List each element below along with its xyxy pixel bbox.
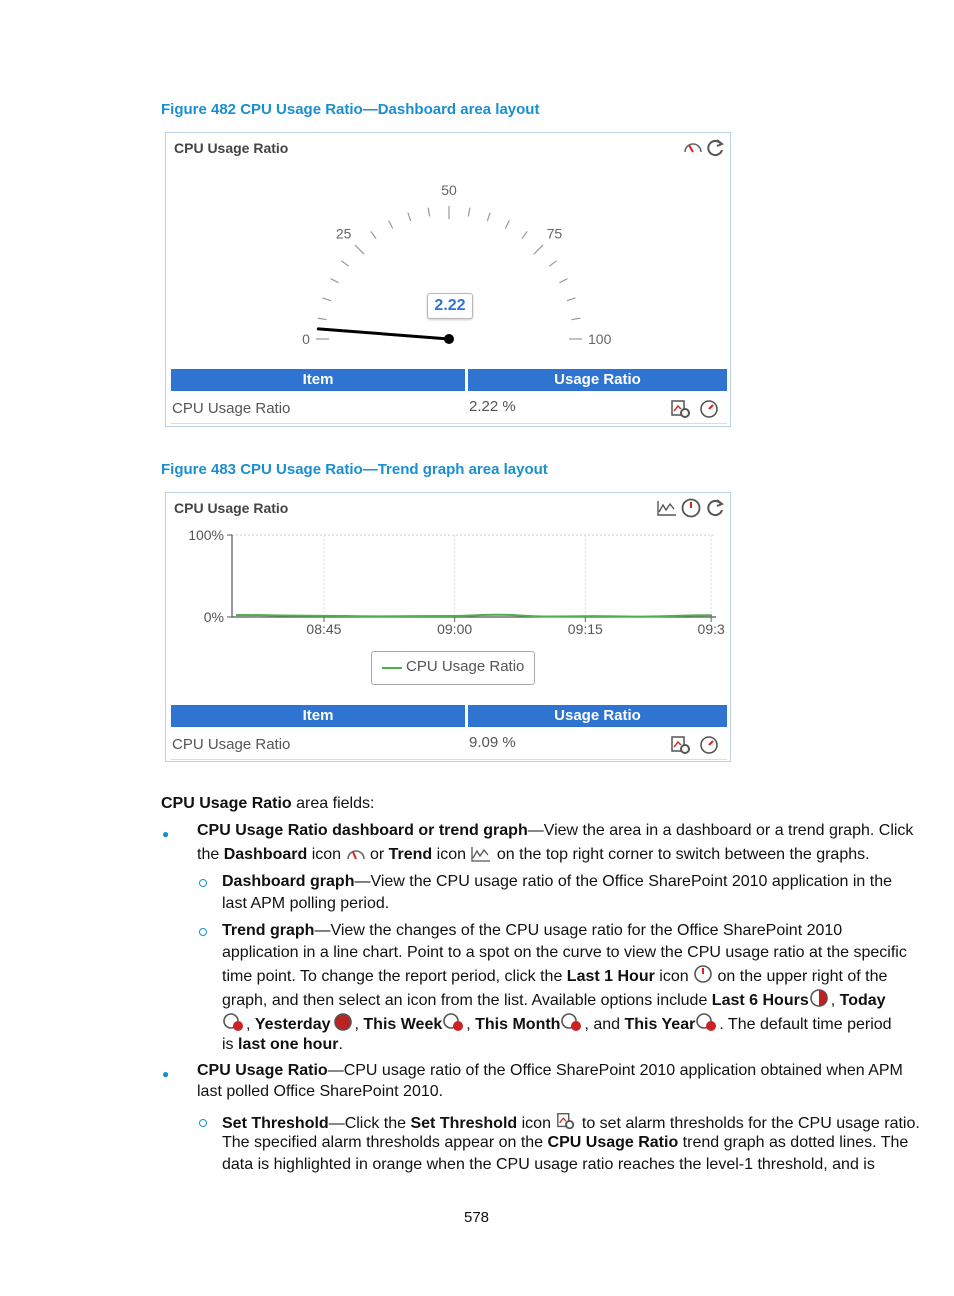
- sub1-line2: last APM polling period.: [222, 895, 390, 912]
- today-icon: [222, 1012, 246, 1032]
- s2-l6-b: .: [338, 1036, 343, 1053]
- figure-483-caption: Figure 483 CPU Usage Ratio—Trend graph area layout: [161, 461, 548, 478]
- s1-bold: Dashboard graph: [222, 873, 355, 890]
- sub-bullet: [199, 879, 207, 887]
- s2-bold: Trend graph: [222, 922, 315, 939]
- gauge-needle-hub: [444, 334, 454, 344]
- s2-l5-end: . The default time period: [719, 1016, 892, 1033]
- s2-l3-b: icon: [654, 968, 694, 985]
- gauge-tick: [487, 213, 490, 222]
- table-header: [171, 705, 727, 727]
- figure-482-caption: Figure 482 CPU Usage Ratio—Dashboard area layout: [161, 101, 540, 118]
- s2-l6-a: is: [222, 1036, 238, 1053]
- last-hour-icon[interactable]: [680, 497, 702, 519]
- s2-l5-w: This Week: [363, 1016, 443, 1033]
- s2-l5-sep4: , and: [584, 1016, 625, 1033]
- s3-bold: Set Threshold: [222, 1115, 329, 1132]
- dashboard-icon: [346, 846, 366, 862]
- this-month-icon: [560, 1012, 584, 1032]
- set-threshold-icon[interactable]: [670, 734, 692, 756]
- refresh-icon[interactable]: [704, 497, 726, 519]
- s2-l4-bold2: Today: [839, 992, 886, 1009]
- b1-l2-c: or: [365, 846, 389, 863]
- table-row: [171, 729, 727, 760]
- sub2-line5: [222, 1012, 892, 1036]
- gauge-tick: [318, 318, 327, 319]
- gauge-chart: [266, 171, 626, 351]
- y-tick-label: 100%: [188, 527, 224, 543]
- intro-line: [161, 793, 374, 815]
- bullet-dot: ●: [162, 1067, 170, 1081]
- bullet2-line2: last polled Office SharePoint 2010.: [197, 1083, 444, 1100]
- dashboard-panel: [165, 132, 731, 427]
- gauge-tick: [371, 231, 376, 238]
- sub2-line3: [222, 964, 887, 988]
- sub1-line1: [222, 871, 892, 893]
- sub2-line2: application in a line chart. Point to a spot on the curve to view the CPU usage ratio at the specific: [222, 944, 907, 961]
- s3-l2-bold: CPU Usage Ratio: [547, 1134, 679, 1151]
- b1-l2-d: icon: [432, 846, 471, 863]
- gauge-tick: [330, 279, 338, 283]
- row-ratio: 2.22 %: [469, 398, 516, 415]
- x-tick-label: 08:45: [306, 621, 342, 637]
- b2-rest: —CPU usage ratio of the Office SharePoint 2010 application obtained when APM: [327, 1062, 903, 1079]
- b1-l2-dash: Dashboard: [223, 846, 308, 863]
- gauge-tick: [571, 318, 580, 319]
- trend-icon[interactable]: [656, 499, 678, 517]
- s2-l4-bold1: Last 6 Hours: [711, 992, 809, 1009]
- set-threshold-icon: [555, 1111, 577, 1131]
- s2-l4-a: graph, and then select an icon from the list. Available options include: [222, 992, 712, 1009]
- sub-bullet: [199, 928, 207, 936]
- gauge-tick: [559, 279, 567, 283]
- dashboard-icon[interactable]: [682, 137, 704, 157]
- gauge-tick: [505, 220, 509, 228]
- series-line: [236, 615, 712, 617]
- page-number: 578: [464, 1209, 490, 1226]
- y-tick-label: 0%: [203, 609, 224, 625]
- s2-l4-b: ,: [830, 992, 840, 1009]
- s2-l5-sep3: ,: [466, 1016, 476, 1033]
- gauge-tick-label: 25: [335, 225, 352, 242]
- s2-l5-sep1: ,: [246, 1016, 255, 1033]
- gauge-tick: [355, 245, 364, 254]
- s2-l5-m: This Month: [475, 1016, 561, 1033]
- table-row: [171, 393, 727, 424]
- x-tick-label: 09:00: [437, 621, 473, 637]
- sub2-line1: [222, 920, 842, 942]
- x-tick-label: 09:3: [697, 621, 725, 637]
- s2-l5-sep2: ,: [354, 1016, 364, 1033]
- gauge-tick: [534, 245, 543, 254]
- gauge-tick: [468, 208, 469, 217]
- s2-l3-a: time point. To change the report period, click the: [222, 968, 567, 985]
- last-6-hours-icon: [809, 988, 831, 1008]
- sub2-line4: [222, 988, 886, 1012]
- s3-l2-b: trend graph as dotted lines. The: [678, 1134, 909, 1151]
- s2-l6-bold: last one hour: [238, 1036, 339, 1053]
- s2-l5-y: Yesterday: [254, 1016, 331, 1033]
- gauge-tick-label: 50: [441, 182, 457, 198]
- bullet2-line1: [197, 1060, 903, 1082]
- gauge-tick: [389, 220, 393, 228]
- s3-l2-a: The specified alarm thresholds appear on the: [222, 1134, 548, 1151]
- gauge-tick: [522, 231, 527, 238]
- row-item: CPU Usage Ratio: [172, 736, 291, 753]
- gauge-tick: [428, 208, 429, 217]
- gauge-icon[interactable]: [698, 398, 720, 420]
- s1-rest: —View the CPU usage ratio of the Office SharePoint 2010 application in the: [354, 873, 892, 890]
- table-header: [171, 369, 727, 391]
- gauge-tick: [567, 298, 576, 301]
- b1-l2-e: on the top right corner to switch between the graphs.: [492, 846, 870, 863]
- s2-rest: —View the changes of the CPU usage ratio for the Office SharePoint 2010: [314, 922, 843, 939]
- this-year-icon: [695, 1012, 719, 1032]
- bullet1-line2: [197, 844, 870, 866]
- trend-panel: [165, 492, 731, 762]
- gauge-needle: [318, 329, 449, 339]
- last-hour-icon: [693, 964, 713, 984]
- panel-title: CPU Usage Ratio: [174, 500, 289, 516]
- gauge-tick-label: 0: [302, 331, 310, 347]
- b1-l2-trend: Trend: [388, 846, 433, 863]
- bullet-dot: ●: [162, 827, 170, 841]
- bullet1-line1: [197, 820, 913, 842]
- trend-icon: [470, 846, 492, 862]
- legend-swatch: [382, 667, 402, 669]
- b2-bold: CPU Usage Ratio: [197, 1062, 328, 1079]
- gauge-value-label: 2.22: [434, 297, 466, 314]
- sub3-line2: [222, 1132, 908, 1154]
- intro-bold: CPU Usage Ratio: [161, 795, 292, 812]
- sub3-line3: data is highlighted in orange when the CPU usage ratio reaches the level-1 threshold, and is: [222, 1156, 875, 1173]
- s2-l5-yr: This Year: [624, 1016, 696, 1033]
- yesterday-icon: [331, 1012, 355, 1032]
- gauge-tick: [323, 298, 332, 301]
- this-week-icon: [442, 1012, 466, 1032]
- gauge-tick-label: 100: [588, 331, 612, 347]
- row-ratio: 9.09 %: [469, 734, 516, 751]
- col-ratio-header: Usage Ratio: [468, 705, 727, 727]
- trend-chart: [166, 523, 730, 643]
- s3-b: icon: [517, 1115, 556, 1132]
- gauge-value-box: [427, 293, 473, 319]
- sub2-line6: [222, 1034, 343, 1056]
- s2-l3-c: on the upper right of the: [713, 968, 888, 985]
- col-ratio-header: Usage Ratio: [468, 369, 727, 391]
- gauge-tick: [549, 261, 556, 266]
- gauge-tick: [408, 213, 411, 222]
- panel-title: CPU Usage Ratio: [174, 140, 289, 156]
- chart-legend: [371, 651, 535, 685]
- s3-a: —Click the: [328, 1115, 411, 1132]
- b1-bold: CPU Usage Ratio dashboard or trend graph: [197, 822, 528, 839]
- gauge-tick-label: 75: [546, 225, 563, 242]
- row-item: CPU Usage Ratio: [172, 400, 291, 417]
- s3-c: to set alarm thresholds for the CPU usage ratio.: [577, 1115, 920, 1132]
- col-item-header: Item: [171, 705, 465, 727]
- b1-rest: —View the area in a dashboard or a trend graph. Click: [527, 822, 914, 839]
- set-threshold-icon[interactable]: [670, 398, 692, 420]
- legend-label: CPU Usage Ratio: [406, 658, 525, 675]
- b1-l2-a: the: [197, 846, 224, 863]
- col-item-header: Item: [171, 369, 465, 391]
- s2-l3-bold: Last 1 Hour: [566, 968, 655, 985]
- gauge-icon[interactable]: [698, 734, 720, 756]
- s3-bold2: Set Threshold: [410, 1115, 518, 1132]
- refresh-icon[interactable]: [704, 137, 726, 159]
- b1-l2-b: icon: [307, 846, 346, 863]
- sub-bullet: [199, 1119, 207, 1127]
- gauge-tick: [341, 261, 348, 266]
- x-tick-label: 09:15: [567, 621, 603, 637]
- intro-rest: area fields:: [291, 795, 375, 812]
